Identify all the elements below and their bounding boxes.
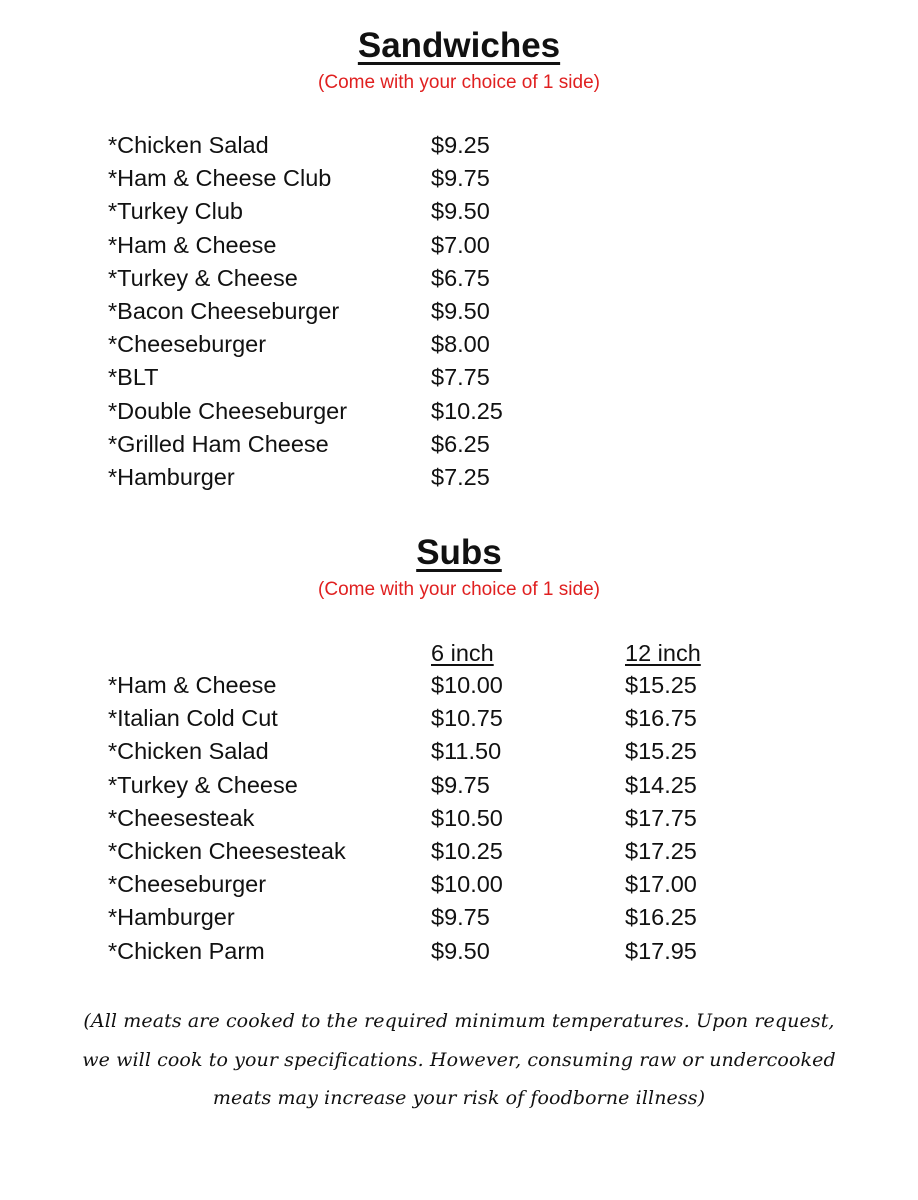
menu-item-name: *Chicken Salad <box>108 738 269 765</box>
menu-item-price-6-inch: $9.50 <box>431 937 490 964</box>
menu-item-price-6-inch: $11.50 <box>431 738 502 765</box>
sandwiches-subtitle: (Come with your choice of 1 side) <box>318 72 600 93</box>
menu-item-name: *Hamburger <box>108 463 235 490</box>
menu-item-price-12-inch: $17.25 <box>625 837 697 864</box>
menu-item-name: *Ham & Cheese <box>108 672 277 698</box>
subs-title: Subs <box>416 533 502 572</box>
disclaimer-line-3: meats may increase your risk of foodborne illness) <box>212 1087 706 1109</box>
food-safety-disclaimer <box>60 1002 858 1118</box>
menu-item-name: *Cheesesteak <box>108 804 255 831</box>
menu-item-name: *Cheeseburger <box>108 871 267 898</box>
menu-item-price-6-inch: $9.75 <box>431 904 490 931</box>
subs-12-inch-header: 12 inch <box>625 640 701 666</box>
menu-item-price: $6.25 <box>431 430 490 457</box>
menu-item-name: *BLT <box>108 364 159 391</box>
menu-item-price-6-inch: $10.75 <box>431 705 503 732</box>
menu-item-price-12-inch: $15.25 <box>625 672 697 698</box>
menu-item-price-12-inch: $16.25 <box>625 904 697 931</box>
menu-item-price: $9.50 <box>431 198 490 225</box>
menu-item-price-12-inch: $17.95 <box>625 937 697 964</box>
menu-item-name: *Cheeseburger <box>108 331 267 358</box>
menu-item-price: $10.25 <box>431 397 503 424</box>
menu-item-price: $9.50 <box>431 297 490 324</box>
menu-item-name: *Turkey Club <box>108 198 243 225</box>
menu-item-price-12-inch: $15.25 <box>625 738 697 765</box>
menu-item-price: $7.25 <box>431 463 490 490</box>
menu-item-name: *Ham & Cheese <box>108 231 277 258</box>
menu-item-price-6-inch: $10.00 <box>431 672 503 698</box>
menu-item-price-12-inch: $17.75 <box>625 804 697 831</box>
subs-6-inch-header: 6 inch <box>431 640 494 666</box>
disclaimer-line-1: (All meats are cooked to the required minimum temperatures. Upon request, <box>83 1010 835 1032</box>
menu-item-name: *Bacon Cheeseburger <box>108 297 340 324</box>
menu-item-price: $8.00 <box>431 331 490 358</box>
menu-item-price: $7.00 <box>431 231 490 258</box>
menu-item-name: *Chicken Salad <box>108 132 269 158</box>
menu-item-price-6-inch: $10.25 <box>431 837 503 864</box>
menu-item-price-12-inch: $16.75 <box>625 705 697 732</box>
menu-item-price-6-inch: $10.00 <box>431 871 503 898</box>
menu-item-name: *Turkey & Cheese <box>108 264 298 291</box>
menu-item-name: *Double Cheeseburger <box>108 397 348 424</box>
menu-item-name: *Chicken Cheesesteak <box>108 837 346 864</box>
menu-item-name: *Ham & Cheese Club <box>108 165 332 192</box>
menu-item-name: *Grilled Ham Cheese <box>108 430 329 457</box>
menu-item-name: *Turkey & Cheese <box>108 771 298 798</box>
menu-item-price-12-inch: $17.00 <box>625 871 697 898</box>
menu-item-price-6-inch: $9.75 <box>431 771 490 798</box>
menu-item-price: $9.75 <box>431 165 490 192</box>
sandwiches-title: Sandwiches <box>357 26 561 65</box>
menu-item-name: *Chicken Parm <box>108 937 265 964</box>
subs-subtitle: (Come with your choice of 1 side) <box>318 579 600 600</box>
menu-item-name: *Hamburger <box>108 904 235 931</box>
menu-item-name: *Italian Cold Cut <box>108 705 278 732</box>
menu-item-price-12-inch: $14.25 <box>625 771 697 798</box>
menu-item-price: $6.75 <box>431 264 490 291</box>
menu-item-price-6-inch: $10.50 <box>431 804 503 831</box>
menu-item-price: $7.75 <box>431 364 490 391</box>
menu-item-price: $9.25 <box>431 132 490 158</box>
disclaimer-line-2: we will cook to your specifications. However, consuming raw or undercooked <box>82 1048 836 1071</box>
